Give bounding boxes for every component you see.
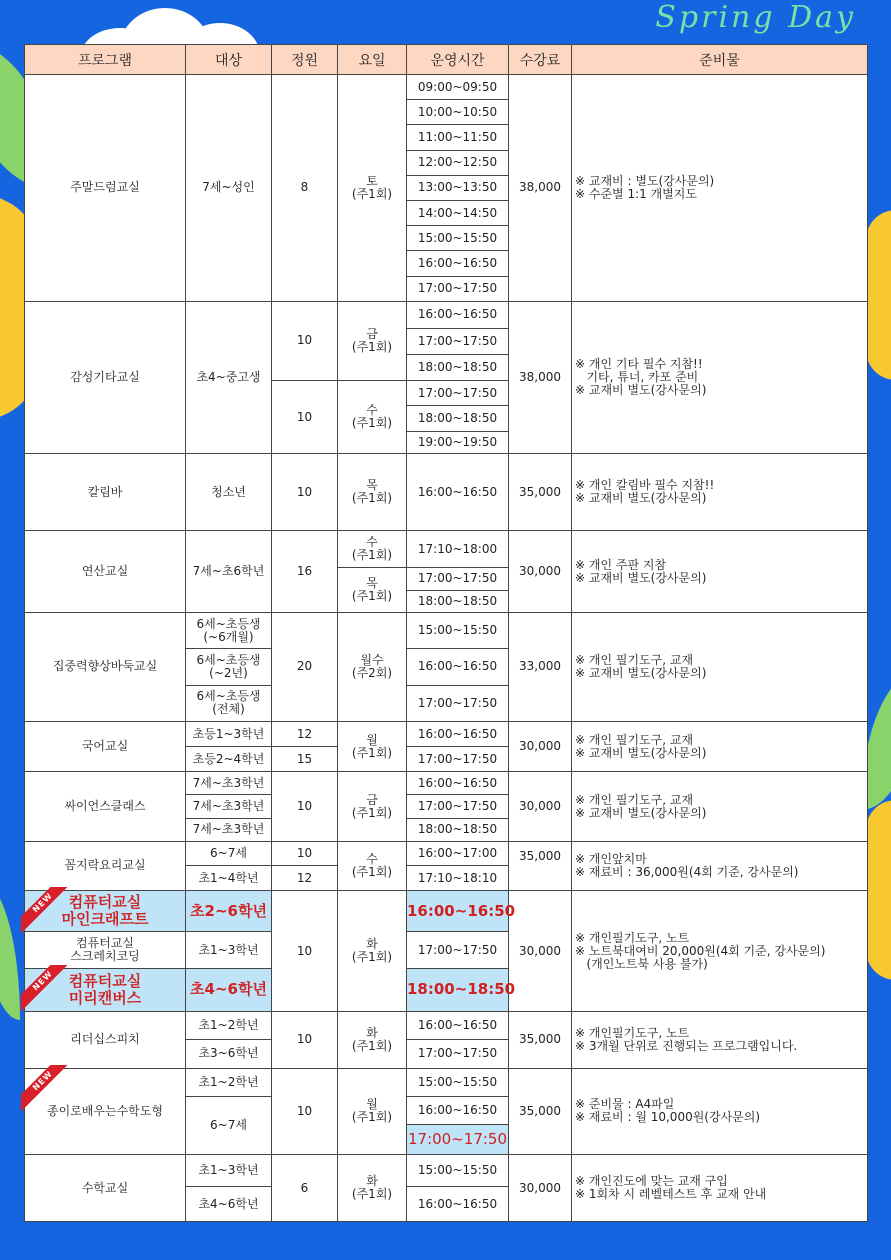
capacity-cell: 10 (272, 1068, 338, 1155)
program-name: 집중력향상바둑교실 (25, 613, 186, 722)
program-name: NEW 종이로배우는수학도형 (25, 1068, 186, 1155)
time-cell: 16:00~16:50 (407, 453, 509, 531)
target-cell: 7세~초3학년 (186, 772, 272, 795)
time-cell: 19:00~19:50 (407, 431, 509, 453)
day-cell: 월수 (주2회) (338, 613, 407, 722)
target-cell: 7세~초6학년 (186, 531, 272, 613)
time-cell: 17:00~17:50 (407, 747, 509, 772)
program-name: 국어교실 (25, 721, 186, 771)
supplies-note: ※ 개인 기타 필수 지참!! 기타, 튜너, 카포 준비 ※ 교재비 별도(강사문의) (572, 301, 868, 453)
time-cell: 18:00~18:50 (407, 406, 509, 431)
target-cell: 초4~중고생 (186, 301, 272, 453)
day-cell: 화 (주1회) (338, 1012, 407, 1068)
time-cell: 11:00~11:50 (407, 125, 509, 150)
time-cell: 17:00~17:50 (407, 685, 509, 721)
time-cell: 16:00~16:50 (407, 251, 509, 276)
program-name: 칼림바 (25, 453, 186, 531)
target-cell: 청소년 (186, 453, 272, 531)
target-cell: 초3~6학년 (186, 1040, 272, 1068)
day-cell: 월 (주1회) (338, 1068, 407, 1155)
supplies-note: ※ 개인 필기도구, 교재 ※ 교재비 별도(강사문의) (572, 613, 868, 722)
supplies-note: ※ 개인앞치마 ※ 재료비 : 36,000원(4회 기준, 강사문의) (572, 841, 868, 890)
program-table (24, 44, 868, 1222)
target-cell: 초1~2학년 (186, 1012, 272, 1040)
time-cell: 17:00~17:50 (407, 328, 509, 354)
time-cell: 18:00~18:50 (407, 355, 509, 381)
fee-cell: 30,000 (509, 891, 572, 1012)
day-cell: 수 (주1회) (338, 381, 407, 454)
header-target: 대상 (186, 45, 272, 75)
target-cell: 6~7세 (186, 1096, 272, 1154)
leaf-decoration (0, 880, 20, 1020)
time-cell: 13:00~13:50 (407, 175, 509, 200)
time-cell: 15:00~15:50 (407, 226, 509, 251)
time-cell: 17:10~18:00 (407, 531, 509, 567)
table-row (25, 1155, 868, 1187)
flower-decoration (866, 800, 891, 980)
fee-cell: 35,000 (509, 453, 572, 531)
time-cell: 17:00~17:50 (407, 1040, 509, 1068)
supplies-note: ※ 준비물 : A4파일 ※ 재료비 : 월 10,000원(강사문의) (572, 1068, 868, 1155)
time-cell: 16:00~16:50 (407, 649, 509, 685)
time-cell: 16:00~16:50 (407, 772, 509, 795)
time-cell: 10:00~10:50 (407, 100, 509, 125)
time-cell: 17:10~18:10 (407, 865, 509, 890)
table-row (25, 1012, 868, 1040)
capacity-cell: 10 (272, 772, 338, 842)
time-cell: 09:00~09:50 (407, 75, 509, 100)
supplies-note: ※ 개인진도에 맞는 교재 구입 ※ 1회차 시 레벨테스트 후 교재 안내 (572, 1155, 868, 1222)
time-cell: 16:00~16:50 (407, 1096, 509, 1124)
program-name: 컴퓨터교실 스크레치코딩 (25, 932, 186, 968)
day-cell: 목 (주1회) (338, 453, 407, 531)
capacity-cell: 10 (272, 841, 338, 865)
capacity-cell: 10 (272, 453, 338, 531)
time-cell: 16:00~16:50 (407, 891, 509, 932)
target-cell: 초1~3학년 (186, 1155, 272, 1187)
day-cell: 금 (주1회) (338, 301, 407, 381)
target-cell: 7세~초3학년 (186, 795, 272, 818)
new-badge: NEW (21, 1065, 69, 1113)
capacity-cell: 6 (272, 1155, 338, 1222)
day-cell: 화 (주1회) (338, 891, 407, 1012)
capacity-cell: 15 (272, 747, 338, 772)
fee-cell: 38,000 (509, 75, 572, 302)
table-row (25, 891, 868, 932)
day-cell: 화 (주1회) (338, 1155, 407, 1222)
target-cell: 초4~6학년 (186, 1187, 272, 1222)
time-cell: 12:00~12:50 (407, 150, 509, 175)
time-cell: 16:00~16:50 (407, 1187, 509, 1222)
time-cell: 18:00~18:50 (407, 968, 509, 1011)
header-capacity: 정원 (272, 45, 338, 75)
fee-cell: 38,000 (509, 301, 572, 453)
header-time: 운영시간 (407, 45, 509, 75)
table-row (25, 453, 868, 531)
time-cell: 16:00~16:50 (407, 301, 509, 328)
table-row (25, 721, 868, 746)
day-cell: 토 (주1회) (338, 75, 407, 302)
header-row (25, 45, 868, 75)
time-cell: 16:00~16:50 (407, 721, 509, 746)
time-cell: 18:00~18:50 (407, 818, 509, 841)
table-row (25, 613, 868, 649)
fee-cell: 35,000 (509, 1012, 572, 1068)
fee-cell: 33,000 (509, 613, 572, 722)
time-cell: 17:00~17:50 (407, 932, 509, 968)
header-program: 프로그램 (25, 45, 186, 75)
target-cell: 6~7세 (186, 841, 272, 865)
supplies-note: ※ 개인 주판 지참 ※ 교재비 별도(강사문의) (572, 531, 868, 613)
new-badge: NEW (21, 965, 69, 1013)
time-cell: 17:00~17:50 (407, 381, 509, 406)
target-cell: 7세~초3학년 (186, 818, 272, 841)
program-name: NEW 컴퓨터교실 마인크래프트 (25, 891, 186, 932)
target-cell: 7세~성인 (186, 75, 272, 302)
flower-decoration (866, 210, 891, 380)
fee-cell: 35,000 (509, 1068, 572, 1155)
capacity-cell: 16 (272, 531, 338, 613)
new-badge: NEW (21, 887, 69, 935)
header-day: 요일 (338, 45, 407, 75)
header-supplies: 준비물 (572, 45, 868, 75)
supplies-note: ※ 개인 필기도구, 교재 ※ 교재비 별도(강사문의) (572, 772, 868, 842)
program-name: 주말드럼교실 (25, 75, 186, 302)
program-name: 감성기타교실 (25, 301, 186, 453)
capacity-cell: 10 (272, 301, 338, 381)
fee-cell: 30,000 (509, 531, 572, 613)
program-name: 싸이언스클래스 (25, 772, 186, 842)
table-row (25, 1068, 868, 1096)
time-cell: 15:00~15:50 (407, 1068, 509, 1096)
day-cell: 월 (주1회) (338, 721, 407, 771)
spring-day-script: Spring Day (655, 0, 856, 35)
program-name: 연산교실 (25, 531, 186, 613)
capacity-cell: 10 (272, 1012, 338, 1068)
target-cell: 초등1~3학년 (186, 721, 272, 746)
program-name: NEW 컴퓨터교실 미리캔버스 (25, 968, 186, 1011)
time-cell: 15:00~15:50 (407, 1155, 509, 1187)
supplies-note: ※ 개인 칼림바 필수 지참!! ※ 교재비 별도(강사문의) (572, 453, 868, 531)
supplies-note: ※ 개인 필기도구, 교재 ※ 교재비 별도(강사문의) (572, 721, 868, 771)
time-cell: 14:00~14:50 (407, 200, 509, 225)
program-name: 꼼지락요리교실 (25, 841, 186, 890)
time-cell: 18:00~18:50 (407, 590, 509, 612)
time-cell: 17:00~17:50 (407, 567, 509, 590)
supplies-note: ※ 교재비 : 별도(강사문의) ※ 수준별 1:1 개별지도 (572, 75, 868, 302)
program-table-card (24, 44, 867, 1222)
day-cell: 수 (주1회) (338, 531, 407, 567)
capacity-cell: 20 (272, 613, 338, 722)
table-row (25, 841, 868, 865)
fee-cell: 30,000 (509, 1155, 572, 1222)
capacity-cell: 10 (272, 381, 338, 454)
supplies-note: ※ 개인필기도구, 노트 ※ 3개월 단위로 진행되는 프로그램입니다. (572, 1012, 868, 1068)
target-cell: 초2~6학년 (186, 891, 272, 932)
day-cell: 수 (주1회) (338, 841, 407, 890)
time-cell: 16:00~16:50 (407, 1012, 509, 1040)
time-cell: 17:00~17:50 (407, 276, 509, 301)
fee-cell: 35,000 (509, 841, 572, 890)
capacity-cell: 8 (272, 75, 338, 302)
target-cell: 초1~4학년 (186, 865, 272, 890)
time-cell: 16:00~17:00 (407, 841, 509, 865)
table-row (25, 772, 868, 795)
time-cell: 15:00~15:50 (407, 613, 509, 649)
header-fee: 수강료 (509, 45, 572, 75)
supplies-note: ※ 개인필기도구, 노트 ※ 노트북대여비 20,000원(4회 기준, 강사문의) (개인노트북 사용 불가) (572, 891, 868, 1012)
program-name: 리더십스피치 (25, 1012, 186, 1068)
target-cell: 초등2~4학년 (186, 747, 272, 772)
day-cell: 금 (주1회) (338, 772, 407, 842)
target-cell: 초1~3학년 (186, 932, 272, 968)
program-name: 수학교실 (25, 1155, 186, 1222)
table-row (25, 75, 868, 100)
fee-cell: 30,000 (509, 772, 572, 842)
day-cell: 목 (주1회) (338, 567, 407, 612)
capacity-cell: 12 (272, 865, 338, 890)
target-cell: 초1~2학년 (186, 1068, 272, 1096)
capacity-cell: 12 (272, 721, 338, 746)
table-row (25, 301, 868, 328)
time-cell: 17:00~17:50 (407, 795, 509, 818)
capacity-cell: 10 (272, 891, 338, 1012)
target-cell: 6세~초등생 (~6개월) (186, 613, 272, 649)
table-row (25, 531, 868, 567)
time-cell: 17:00~17:50 (407, 1124, 509, 1154)
target-cell: 6세~초등생 (전체) (186, 685, 272, 721)
fee-cell: 30,000 (509, 721, 572, 771)
target-cell: 초4~6학년 (186, 968, 272, 1011)
target-cell: 6세~초등생 (~2년) (186, 649, 272, 685)
